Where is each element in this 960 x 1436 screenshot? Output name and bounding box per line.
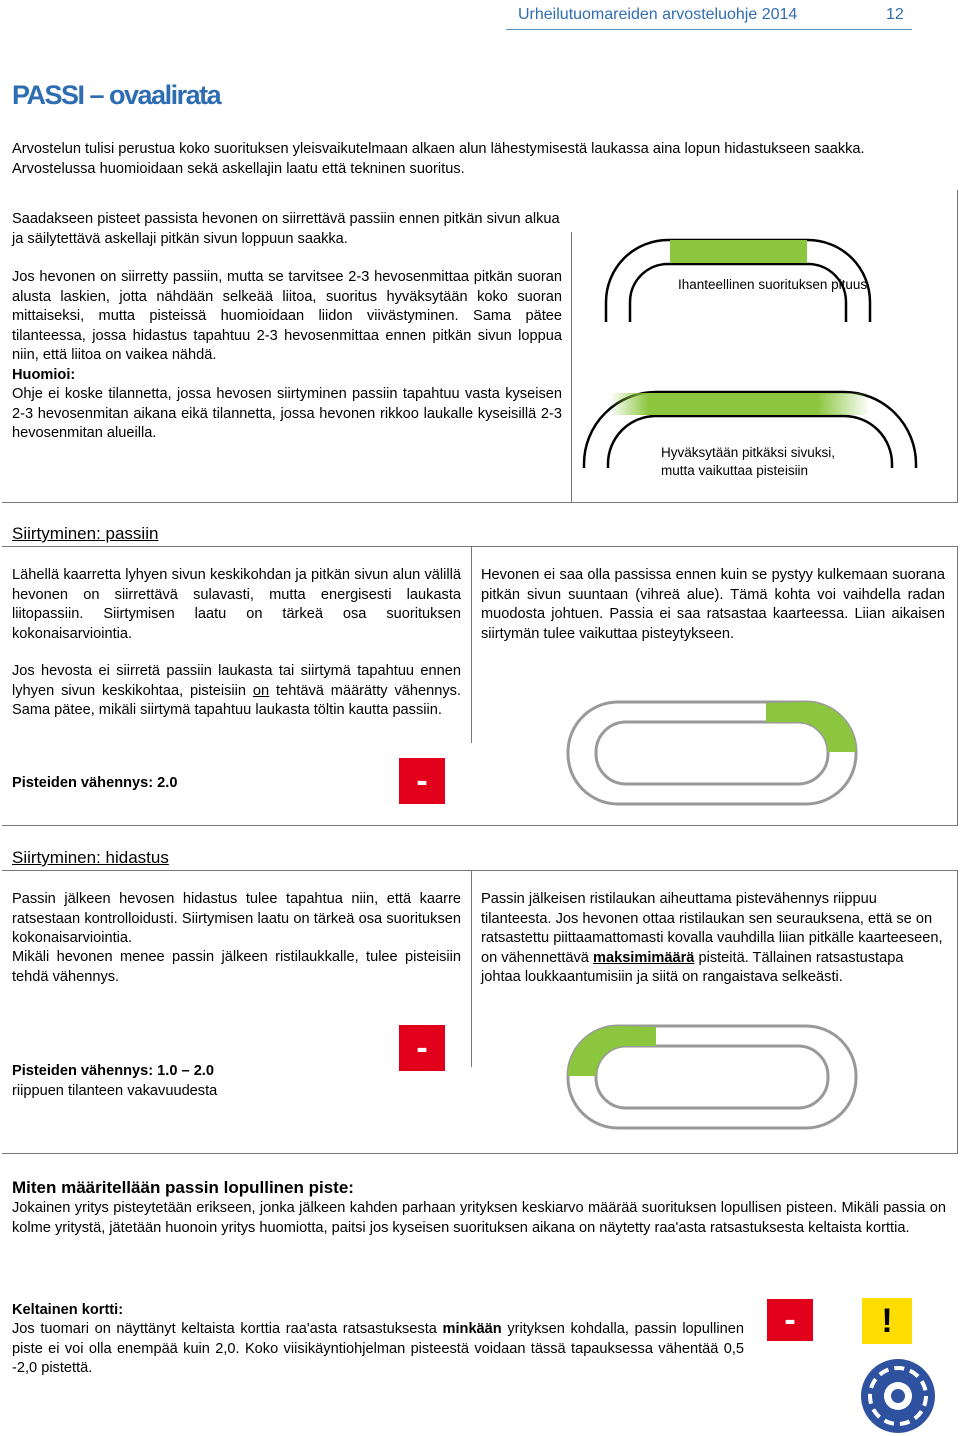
- section-passiin-divider: [471, 547, 472, 743]
- final-score-heading: Miten määritellään passin lopullinen piste:: [12, 1178, 354, 1197]
- page-number: 12: [886, 6, 904, 23]
- yellow-card-heading: Keltainen kortti:: [12, 1302, 124, 1318]
- page-title: PASSI – ovaalirata: [12, 80, 221, 110]
- passiin-right-paragraph: Hevonen ei saa olla passissa ennen kuin se pystyy kulkemaan suorana pitkän sivun suuntaan (vihreä alue). Tämä kohta voi vaihdella radan muodosta johtuen. Passia ei saa ratsastaa kaarteessa. Liian aikaisen siirtymän tulee vaikuttaa pisteytykseen.: [481, 567, 945, 642]
- section-hidastus-divider: [471, 871, 472, 1067]
- section-hidastus-heading: Siirtyminen: hidastus: [12, 848, 169, 867]
- passiin-left-paragraph-1: Lähellä kaarretta lyhyen sivun keskikohdan ja pitkän sivun alun välillä hevonen on siirrettävä sulavasti, mutta energisesti laukasta liitopassiin. Siirtymisen laatu on tärkeä osa suorituksen kokonaisarviointia.: [12, 567, 461, 642]
- hidastus-right-paragraph: Passin jälkeisen ristilaukan aiheuttama pistevähennys riippuu tilanteesta. Jos hevonen ottaa ristilaukan sen seurauksena, että se on ratsastettu piittaamattomasti kovalla vauhdilla liian pitkälle kaarteeseen, on vähennettävä maksimimäärä pisteitä. Tällainen ratsastustapa johtaa loukkaantumisiin ja siitä on rangaistava selkeästi.: [481, 891, 943, 985]
- intro-paragraph-2: Saadakseen pisteet passista hevonen on siirrettävä passiin ennen pitkän sivun alkua ja säilytettävä askellaji pitkän sivun loppuun saakka.: [12, 211, 560, 247]
- note-text: Ohje ei koske tilannetta, jossa hevosen siirtyminen passiin tapahtuu vasta kyseisen 2-3 hevosenmitan aikana eikä tilannetta, jossa hevonen rikkoo laukalle kyseisillä 2-3 hevosenmitan alueilla.: [12, 386, 562, 441]
- yellow-card-text: Jos tuomari on näyttänyt keltaista korttia raa'asta ratsastuksesta minkään yrityksen kohdalla, passin lopullinen piste ei voi olla enempää kuin 2,0. Koko viisikäyntiohjelman pisteestä voidaan tässä tapauksessa vähentää 0,5 -2,0 pistettä.: [12, 1321, 744, 1376]
- deduction-minus-icon-2: -: [399, 1025, 445, 1071]
- hidastus-deduction-note: riippuen tilanteen vakavuudesta: [12, 1083, 218, 1099]
- accepted-length-label: Hyväksytään pitkäksi sivuksi, mutta vaikuttaa pisteisiin: [661, 445, 836, 478]
- intro-paragraph-1: Arvostelun tulisi perustua koko suorituksen yleisvaikutelmaan alkaen alun lähestymisestä laukassa aina lopun hidastukseen saakka. Arvostelussa huomioidaan sekä askellajin laatu että tekninen suoritus.: [12, 141, 865, 177]
- passiin-left-paragraph-2: Jos hevosta ei siirretä passiin laukasta tai siirtymä tapahtuu ennen lyhyen sivun keskikohtaa, pisteisiin on tehtävä määrätty vähennys. Sama pätee, mikäli siirtymä tapahtuu laukasta töltin kautta passiin.: [12, 663, 461, 718]
- hidastus-left-paragraph-2: Mikäli hevonen menee passin jälkeen ristilaukkalle, tulee pisteisiin tehdä vähennys.: [12, 949, 461, 985]
- deduction-minus-icon: -: [399, 758, 445, 804]
- header-divider: [506, 29, 912, 30]
- hidastus-deduction: Pisteiden vähennys: 1.0 – 2.0: [12, 1063, 214, 1079]
- yellow-card-minus-icon: -: [767, 1299, 813, 1341]
- header-title: Urheilutuomareiden arvosteluohje 2014: [518, 6, 798, 23]
- hidastus-left-paragraph: Passin jälkeen hevosen hidastus tulee tapahtua niin, että kaarre ratsestaan kontrolloidusti. Siirtymisen laatu on tärkeä osa suorituksen kokonaisarviointia.: [12, 891, 461, 946]
- note-label: Huomioi:: [12, 367, 76, 383]
- ideal-length-label: Ihanteellinen suorituksen pituus: [678, 277, 868, 292]
- warning-icon: !: [862, 1298, 912, 1344]
- accepted-section-highlight-left: [610, 393, 720, 415]
- track-diagram-hidastus: [566, 1024, 858, 1130]
- intro-paragraph-3: Jos hevonen on siirretty passiin, mutta se tarvitsee 2-3 hevosenmittaa pitkän suoran alusta laskien, jotta nähdään selkeää liitoa, suoritus hyväksytään koko suoran mittaiseksi, mutta pisteissä huomioidaan liidon viivästyminen. Sama pätee tilanteessa, jossa hidastus tapahtuu 2-3 hevosenmittaa ennen pitkän sivun loppua niin, että liitoa on vaikea nähdä.: [12, 269, 562, 363]
- intro-box-divider: [571, 232, 572, 502]
- passiin-deduction: Pisteiden vähennys: 2.0: [12, 775, 178, 791]
- ideal-section-highlight: [670, 240, 807, 263]
- section-passiin-heading: Siirtyminen: passiin: [12, 524, 159, 543]
- track-diagram-passiin: [566, 700, 858, 806]
- organization-logo-icon: [858, 1356, 938, 1434]
- final-score-text: Jokainen yritys pisteytetään erikseen, jonka jälkeen kahden parhaan yrityksen keskiarvo määrää suorituksen lopullisen pisteen. Mikäli passia on kolme yritystä, jätetään huonoin yritys huomiotta, paitsi jos kyseisen suorituksen aikana on näytetty raa'asta ratsastuksesta keltaista korttia.: [12, 1200, 946, 1236]
